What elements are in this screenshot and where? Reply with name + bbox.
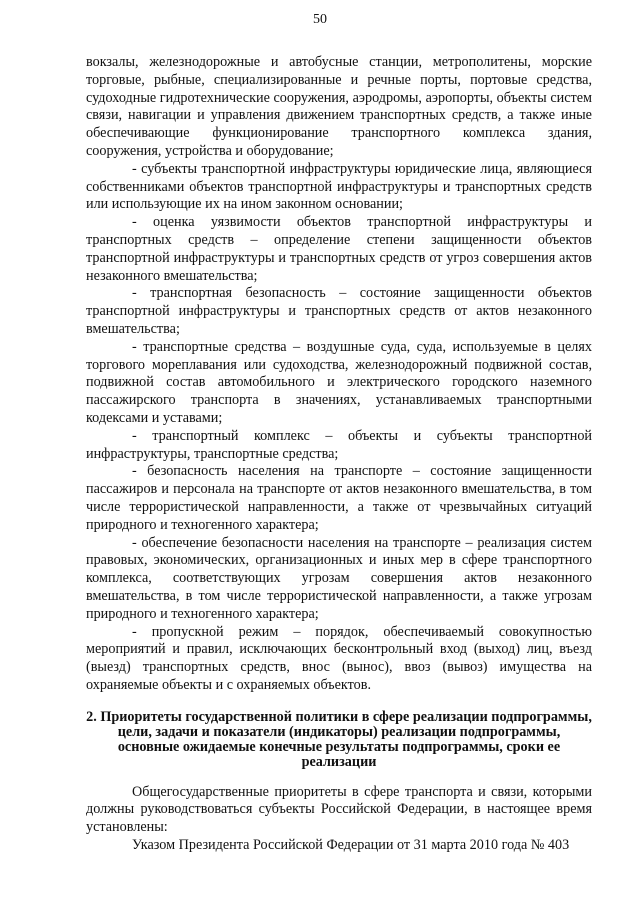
paragraph: - безопасность населения на транспорте – состояние защищенности пассажиров и персонала на транспорте от актов незаконного вмешательства, в том числе террористической направленности, а также от чрезвычайных ситуаций природного и техногенного характера; [86,463,592,533]
paragraph: Общегосударственные приоритеты в сфере транспорта и связи, которыми должны руководствоваться субъекты Российской Федерации, в настоящее время установлены: [86,783,592,836]
document-body [86,54,592,855]
paragraph: - транспортная безопасность – состояние защищенности объектов транспортной инфраструктуры и транспортных средств от актов незаконного вмешательства; [86,285,592,337]
page-number: 50 [313,12,327,27]
paragraph: - транспортный комплекс – объекты и субъекты транспортной инфраструктуры, транспортные средства; [86,427,592,462]
paragraph: - пропускной режим – порядок, обеспечиваемый совокупностью мероприятий и правил, исключающих бесконтрольный вход (выход) лиц, въезд (выезд) транспортных средств, внос (вынос), ввоз (вывоз) имущества на охраняемые объекты и с охраняемых объектов. [86,623,592,693]
paragraph: Указом Президента Российской Федерации от 31 марта 2010 года № 403 [132,837,570,854]
paragraph: - оценка уязвимости объектов транспортной инфраструктуры и транспортных средств – определение степени защищенности объектов транспортной инфраструктуры и транспортных средств от угроз совершения актов незаконного вмешательства; [86,214,592,284]
section-heading: 2. Приоритеты государственной политики в сфере реализации подпрограммы, цели, задачи и показатели (индикаторы) реализации подпрограммы, основные ожидаемые конечные результаты подпрограммы, сроки ее реализации [86,708,592,770]
definitions-list [86,54,592,695]
paragraph: - обеспечение безопасности населения на транспорте – реализация систем правовых, экономических, организационных и иных мер в сфере транспортного комплекса, соответствующих угрозам совершения актов незаконного вмешательства, в том числе террористической направленности, а также угрозам природного и техногенного характера; [86,534,592,622]
paragraph: вокзалы, железнодорожные и автобусные станции, метрополитены, морские торговые, рыбные, специализированные и речные порты, портовые средства, судоходные гидротехнические сооружения, аэродромы, аэропорты, объекты систем связи, навигации и управления движением транспортных средств, а также иные обеспечивающие функционирование транспортного комплекса здания, сооружения, устройства и оборудование; [86,54,592,159]
paragraph: - транспортные средства – воздушные суда, суда, используемые в целях торгового мореплавания или судоходства, железнодорожный подвижной состав, подвижной состав автомобильного и электрического городского наземного пассажирского транспорта в значениях, устанавливаемых транспортными кодексами и уставами; [86,338,592,426]
paragraph: - субъекты транспортной инфраструктуры юридические лица, являющиеся собственниками объектов транспортной инфраструктуры и транспортных средств или использующие их на ином законном основании; [86,160,592,213]
section-body [86,784,592,855]
